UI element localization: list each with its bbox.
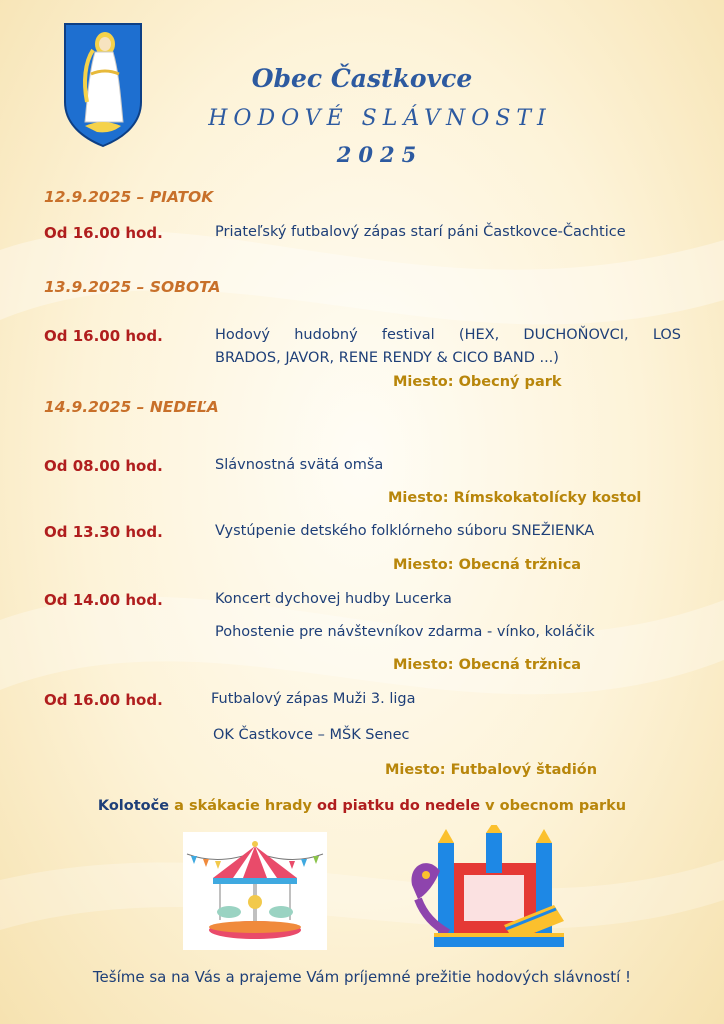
event-place: Miesto: Obecná tržnica <box>393 657 582 673</box>
notice-part: od piatku do nedele <box>317 798 481 814</box>
event-time: Od 16.00 hod. <box>44 327 163 345</box>
event-description: Pohostenie pre návštevníkov zdarma - vínko, koláčik <box>215 624 595 640</box>
event-description: Hodový hudobný festival (HEX, DUCHOŇOVCI, LOS <box>215 327 681 343</box>
event-year: 2025 <box>336 142 424 167</box>
event-place: Miesto: Futbalový štadión <box>385 762 598 778</box>
carousel-icon <box>183 832 327 950</box>
event-description: Priateľský futbalový zápas starí páni Častkovce-Čachtice <box>215 224 626 240</box>
attractions-notice <box>0 798 724 814</box>
day-heading-friday: 12.9.2025 – PIATOK <box>44 188 214 206</box>
event-description: Futbalový zápas Muži 3. liga <box>211 691 416 707</box>
event-place: Miesto: Rímskokatolícky kostol <box>388 490 642 506</box>
event-time: Od 13.30 hod. <box>44 523 163 541</box>
event-time: Od 08.00 hod. <box>44 457 163 475</box>
day-heading-saturday: 13.9.2025 – SOBOTA <box>44 278 221 296</box>
event-description: BRADOS, JAVOR, RENE RENDY & CICO BAND ...) <box>215 350 559 366</box>
event-time: Od 16.00 hod. <box>44 224 163 242</box>
bouncy-castle-icon <box>404 825 570 951</box>
closing-message: Tešíme sa na Vás a prajeme Vám príjemné prežitie hodových slávností ! <box>92 968 632 986</box>
event-description: Koncert dychovej hudby Lucerka <box>215 591 452 607</box>
event-place: Miesto: Obecná tržnica <box>393 557 582 573</box>
event-place: Miesto: Obecný park <box>393 374 562 390</box>
notice-part: Kolotoče <box>97 798 170 814</box>
event-description: OK Častkovce – MŠK Senec <box>213 727 410 743</box>
event-description: Slávnostná svätá omša <box>215 457 384 473</box>
event-title: HODOVÉ SLÁVNOSTI <box>208 106 552 131</box>
day-heading-sunday: 14.9.2025 – NEDEĽA <box>44 398 219 416</box>
event-time: Od 14.00 hod. <box>44 591 163 609</box>
event-time: Od 16.00 hod. <box>44 691 163 709</box>
notice-part: v obecnom parku <box>485 798 627 814</box>
municipality-title: Obec Častkovce <box>251 64 473 93</box>
notice-part: a skákacie hrady <box>174 798 312 814</box>
event-description: Vystúpenie detského folklórneho súboru SNEŽIENKA <box>215 523 595 539</box>
